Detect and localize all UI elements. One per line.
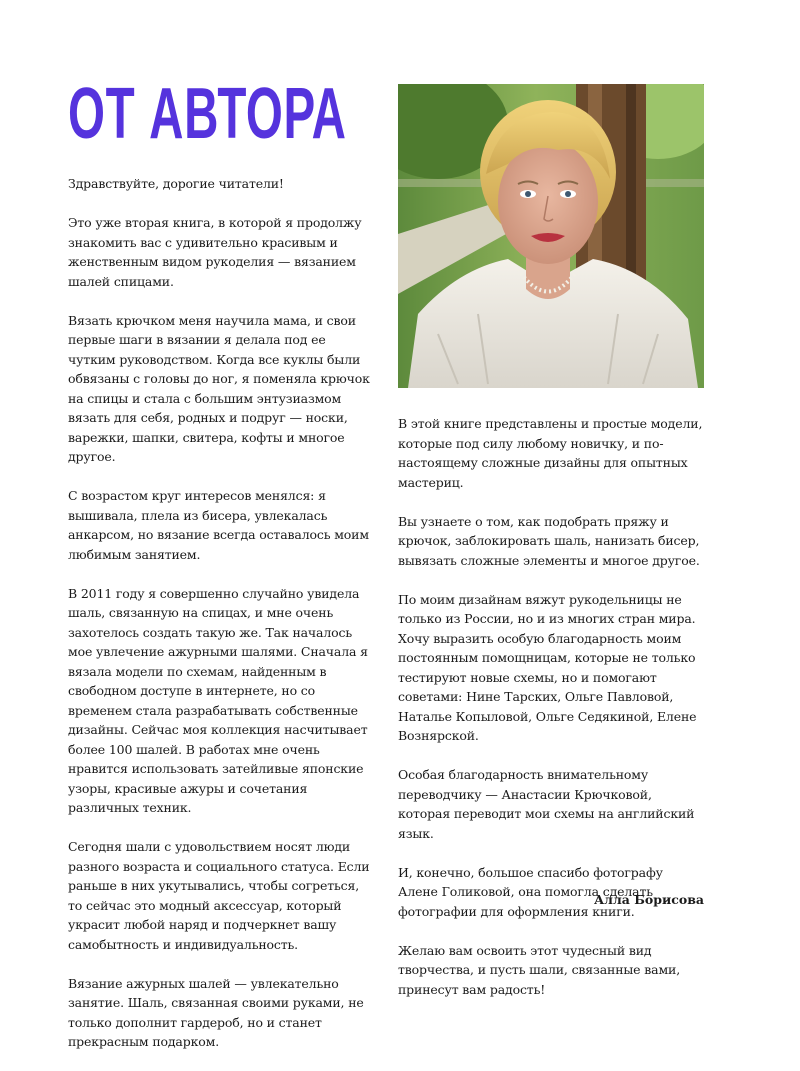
paragraph: В 2011 году я совершенно случайно увидела шаль, связанную на спицах, и мне очень захотелось создать такую же. Так началось мое увлечение ажурными шалями. Сначала я вязала модели по схемам, найденным в свободном доступе в интернете, но со временем стала разрабатывать собственные дизайны. Сейчас моя коллекция насчитывает более 100 шалей. В работах мне очень нравится использовать затейливые японские узоры, красивые ажуры и сочетания различных техник. [68, 585, 368, 815]
paragraph: По моим дизайнам вяжут рукодельницы не только из России, но и из многих стран мира. Хочу выразить особую благодарность моим постоянным помощницам, которые не только тестируют новые схемы, но и помогают советами: Нине Тарских, Ольге Павловой, Наталье Копыловой, Ольге Седякиной, Елене Вознярской. [398, 591, 697, 743]
author-signature: Алла Борисова [593, 892, 704, 907]
paragraph: Вы узнаете о том, как подобрать пряжу и крючок, заблокировать шаль, нанизать бисер, вывязать сложные элементы и многое другое. [398, 513, 700, 568]
paragraph: В этой книге представлены и простые модели, которые под силу любому новичку, и по-настоящему сложные дизайны для опытных мастериц. [398, 416, 703, 490]
paragraph: Особая благодарность внимательному переводчику — Анастасии Крючковой, которая переводит мои схемы на английский язык. [398, 767, 695, 841]
paragraph: Вязать крючком меня научила мама, и свои первые шаги в вязании я делала под ее чутким руководством. Когда все куклы были обвязаны с головы до ног, я поменяла крючок на спицы и стала с большим энтузиазмом вязать для себя, родных и подруг — носки, варежки, шапки, свитера, кофты и многое другое. [68, 312, 370, 464]
paragraph: Сегодня шали с удовольствием носят люди разного возраста и социального статуса. Если раньше в них укутывались, чтобы согреться, то сейчас это модный аксессуар, который украсит любой наряд и подчеркнет вашу самобытность и индивидуальность. [68, 839, 370, 952]
author-photo [398, 84, 704, 388]
paragraph: Желаю вам освоить этот чудесный вид творчества, и пусть шали, связанные вами, принесут вам радость! [398, 942, 681, 997]
paragraph: Вязание ажурных шалей — увлекательно занятие. Шаль, связанная своими руками, не только дополнит гардероб, но и станет прекрасным подарком. [68, 975, 364, 1049]
right-text-column [398, 414, 704, 1019]
left-text-column [68, 174, 370, 1071]
paragraph: Здравствуйте, дорогие читатели! [68, 176, 284, 191]
paragraph: И, конечно, большое спасибо фотографу Алене Голиковой, она помогла сделать фотографии для оформления книги. [398, 864, 663, 919]
paragraph: Это уже вторая книга, в которой я продолжу знакомить вас с удивительно красивым и женственным видом рукоделия — вязанием шалей спицами. [68, 215, 362, 289]
page-title: ОТ АВТОРА [68, 74, 347, 154]
paragraph: С возрастом круг интересов менялся: я вышивала, плела из бисера, увлекалась анкарсом, но вязание всегда оставалось моим любимым занятием. [68, 488, 369, 562]
